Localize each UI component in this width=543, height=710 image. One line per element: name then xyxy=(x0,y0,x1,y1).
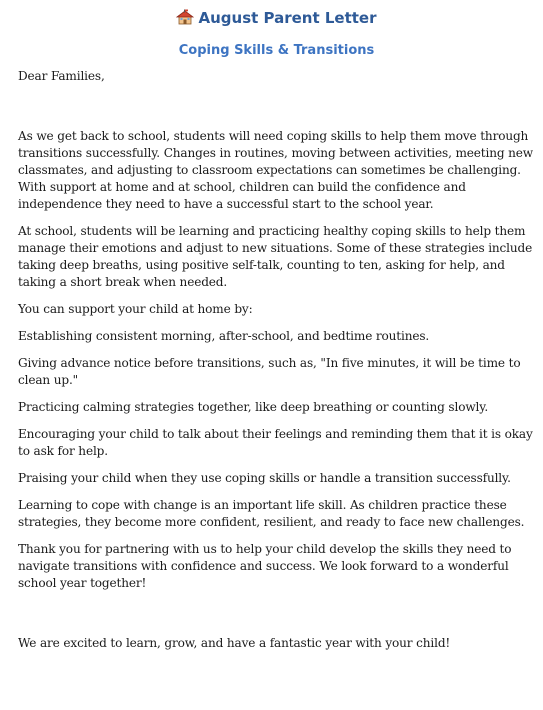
tip-advance-notice: Giving advance notice before transitions, such as, "In five minutes, it will be time to clean up." xyxy=(18,356,521,387)
page-title xyxy=(18,0,535,28)
tip-feelings: Encouraging your child to talk about their feelings and reminding them that it is okay to ask for help. xyxy=(18,427,533,458)
tip-praise: Praising your child when they use coping skills or handle a transition successfully. xyxy=(18,471,511,485)
paragraph-thank-you: Thank you for partnering with us to help your child develop the skills they need to navigate transitions with confidence and success. We look forward to a wonderful school year together! xyxy=(18,542,512,590)
page-subtitle: Coping Skills & Transitions xyxy=(178,43,375,58)
paragraph-intro: As we get back to school, students will need coping skills to help them move through transitions successfully. Changes in routines, moving between activities, meeting new classmates, and adjusting to classroom expectations can sometimes be challenging. With support at home and at school, children can build the confidence and independence they need to have a successful start to the school year. xyxy=(18,129,534,211)
paragraph-support-intro: You can support your child at home by: xyxy=(18,302,253,316)
paragraph-school-skills: At school, students will be learning and practicing healthy coping skills to help them manage their emotions and adjust to new situations. Some of these strategies include taking deep breaths, using positive self-talk, counting to ten, asking for help, and taking a short break when needed. xyxy=(18,224,533,289)
closing-line: We are excited to learn, grow, and have a fantastic year with your child! xyxy=(18,636,451,650)
tip-calming: Practicing calming strategies together, like deep breathing or counting slowly. xyxy=(18,400,489,414)
tip-routines: Establishing consistent morning, after-school, and bedtime routines. xyxy=(18,329,430,343)
paragraph-life-skill: Learning to cope with change is an important life skill. As children practice these strategies, they become more confident, resilient, and ready to face new challenges. xyxy=(18,498,525,529)
title-text: August Parent Letter xyxy=(198,9,377,27)
greeting: Dear Families, xyxy=(18,69,105,83)
school-icon xyxy=(176,9,194,25)
